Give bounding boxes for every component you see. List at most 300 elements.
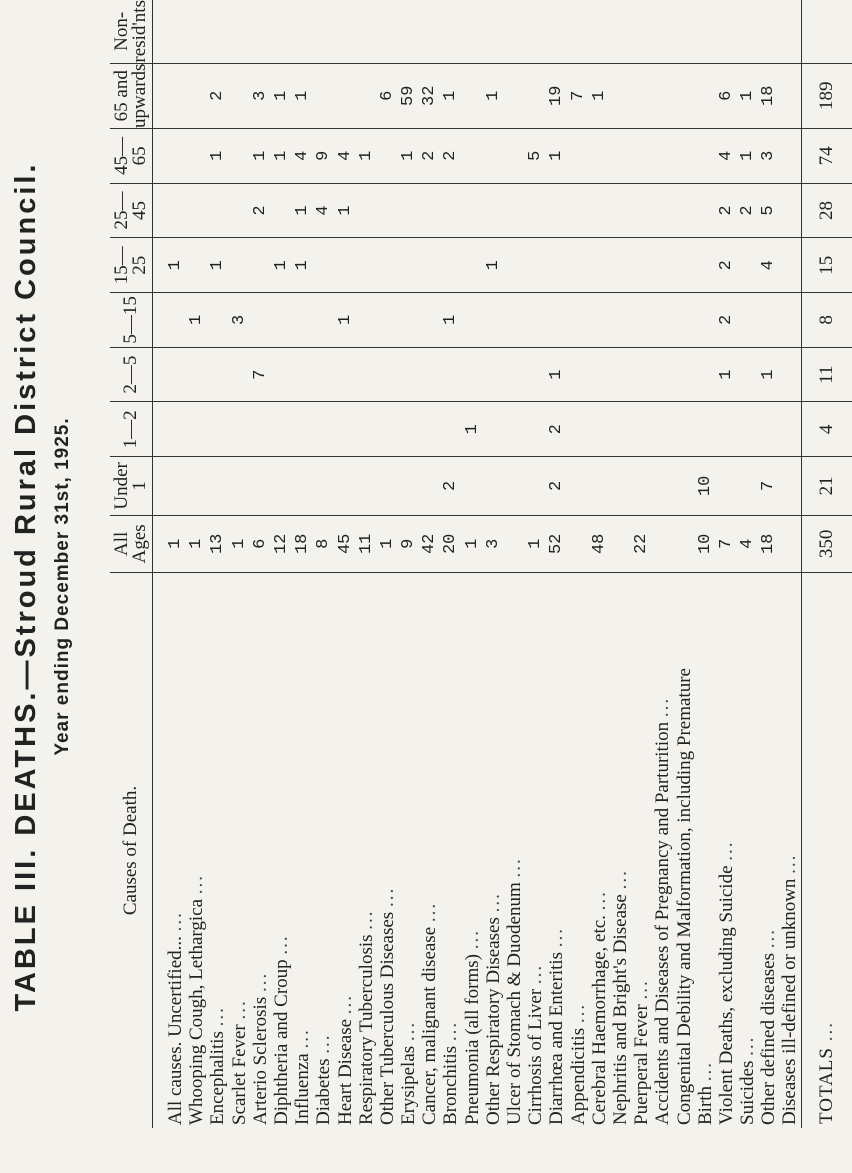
cell-value xyxy=(716,402,737,456)
cell-value: 2 xyxy=(716,314,736,326)
cell-value xyxy=(271,0,292,63)
leader-dots: ... xyxy=(525,963,547,985)
cell-value: 32 xyxy=(420,85,440,106)
cause-row xyxy=(674,573,695,1128)
totals-label: TOTALS xyxy=(815,1047,837,1124)
cell-value xyxy=(695,348,716,402)
cell-value xyxy=(504,184,525,238)
cell-value xyxy=(229,402,250,456)
cell-value xyxy=(207,293,228,347)
cell-value: 8 xyxy=(314,538,334,549)
cell-value xyxy=(737,0,758,63)
cell-value xyxy=(462,0,483,63)
cause-label: Violent Deaths, excluding Suicide xyxy=(715,865,737,1125)
cause-label: Accidents and Diseases of Pregnancy and Parturition xyxy=(652,721,674,1125)
leader-dots: ... xyxy=(588,890,610,911)
cell-value: 2 xyxy=(208,90,228,101)
cell-value xyxy=(589,348,610,402)
cell-value xyxy=(631,402,652,456)
cell-value: 52 xyxy=(547,533,567,555)
cell-value xyxy=(335,402,356,456)
cell-value xyxy=(504,293,525,347)
cell-value xyxy=(631,457,652,514)
deaths-table xyxy=(110,0,852,1128)
cell-value xyxy=(271,184,292,238)
causes-column xyxy=(153,573,802,1129)
leader-dots: ... xyxy=(334,993,356,1015)
cell-value xyxy=(610,238,631,292)
leader-dots: ... xyxy=(376,886,398,908)
cause-label: Cancer, malignant disease xyxy=(419,926,441,1125)
cell-value: 1 xyxy=(526,538,546,549)
cell-value xyxy=(165,184,186,238)
cell-value: 9 xyxy=(314,150,334,161)
cause-label: Pneumonia (all forms) xyxy=(461,954,483,1125)
cell-value xyxy=(610,0,631,63)
cell-value: 1 xyxy=(547,150,567,161)
cell-value xyxy=(589,457,610,514)
cell-value: 3 xyxy=(229,314,249,326)
cell-value xyxy=(462,293,483,347)
cell-value: 6 xyxy=(377,90,397,101)
cause-label: Puerperal Fever xyxy=(631,1004,653,1125)
cell-value xyxy=(419,0,440,63)
cell-value xyxy=(377,402,398,456)
cause-label: Other Respiratory Diseases xyxy=(482,917,504,1125)
cell-value: 19 xyxy=(547,85,567,106)
cell-value xyxy=(165,0,186,63)
cell-value xyxy=(462,457,483,514)
cell-value xyxy=(292,293,313,347)
cause-row xyxy=(779,573,800,1128)
cell-value: 1 xyxy=(483,90,503,101)
cell-value xyxy=(674,293,695,347)
cell-value xyxy=(695,0,716,63)
leader-dots: ... xyxy=(249,971,271,993)
cell-value xyxy=(568,0,589,63)
cell-value: 10 xyxy=(695,475,715,497)
cell-value xyxy=(271,348,292,402)
cause-row xyxy=(271,573,292,1128)
cell-value xyxy=(695,402,716,456)
cell-value xyxy=(695,238,716,292)
column-header-all-ages: All Ages xyxy=(110,515,153,572)
cell-value xyxy=(758,402,779,456)
cell-value xyxy=(504,348,525,402)
body-row xyxy=(153,0,802,1128)
column-age-25-45 xyxy=(153,183,802,238)
leader-dots: ... xyxy=(504,857,525,878)
cell-value xyxy=(779,402,800,456)
total-age-25-45: 28 xyxy=(801,183,852,238)
cause-label: Influenza xyxy=(292,1053,314,1125)
cell-value xyxy=(568,457,589,514)
cell-value xyxy=(207,184,228,238)
leader-dots: ... xyxy=(270,934,292,955)
cell-value xyxy=(652,457,673,514)
cell-value xyxy=(779,184,800,238)
cell-value xyxy=(737,348,758,402)
cell-value xyxy=(440,184,461,238)
cell-value xyxy=(229,0,250,63)
cause-label: Diarrhœa and Enteritis xyxy=(546,951,568,1125)
cell-value xyxy=(483,293,504,347)
cell-value: 7 xyxy=(250,369,270,380)
leader-dots: ... xyxy=(313,1033,335,1054)
cell-value: 59 xyxy=(399,85,419,106)
cause-row xyxy=(483,573,504,1128)
cell-value xyxy=(398,402,419,456)
cell-value xyxy=(186,238,207,292)
cell-value xyxy=(652,64,673,128)
cell-value: 4 xyxy=(738,538,758,549)
cause-row xyxy=(335,573,356,1128)
cell-value xyxy=(186,184,207,238)
cell-value xyxy=(398,0,419,63)
cell-value xyxy=(674,64,695,128)
cell-value xyxy=(313,64,334,128)
cell-value: 1 xyxy=(166,260,185,271)
cell-value xyxy=(377,0,398,63)
cause-label: Heart Disease xyxy=(334,1018,356,1125)
column-header-age-5-15: 5—15 xyxy=(110,293,153,348)
cell-value xyxy=(631,0,652,63)
cell-value: 13 xyxy=(208,533,228,555)
cell-value xyxy=(610,348,631,402)
column-age-5-15 xyxy=(153,293,802,348)
cell-value xyxy=(377,184,398,238)
cell-value: 12 xyxy=(271,533,291,555)
cell-value xyxy=(525,457,546,514)
cell-value xyxy=(398,184,419,238)
column-all-ages xyxy=(153,515,802,572)
cell-value xyxy=(271,457,292,514)
total-age-45-65: 74 xyxy=(801,128,852,183)
cell-value xyxy=(779,238,800,292)
cause-label: Birth xyxy=(694,1085,716,1125)
cell-value: 4 xyxy=(759,260,779,271)
cell-value: 4 xyxy=(335,150,355,161)
cause-label: Encephalitis xyxy=(207,1031,229,1125)
cell-value: 1 xyxy=(293,90,313,101)
cell-value xyxy=(674,184,695,238)
cause-row xyxy=(631,573,652,1128)
cell-value: 1 xyxy=(462,538,482,549)
cell-value xyxy=(440,238,461,292)
cell-value xyxy=(589,0,610,63)
cell-value: 5 xyxy=(759,205,779,216)
cell-value xyxy=(292,402,313,456)
cell-value xyxy=(292,348,313,402)
cell-value xyxy=(568,516,589,572)
total-all-ages: 350 xyxy=(801,515,852,572)
cell-value: 1 xyxy=(399,150,419,161)
cell-value: 1 xyxy=(187,314,207,326)
cause-label: Respiratory Tuberculosis xyxy=(355,934,377,1125)
cell-value xyxy=(440,0,461,63)
cell-value xyxy=(674,129,695,183)
cell-value xyxy=(377,293,398,347)
cell-value: 1 xyxy=(589,90,609,101)
cell-value xyxy=(737,293,758,347)
column-non-residents xyxy=(153,0,802,63)
cell-value xyxy=(398,293,419,347)
cell-value xyxy=(165,129,186,183)
cell-value xyxy=(229,457,250,514)
page-subtitle: Year ending December 31st, 1925. xyxy=(52,417,73,756)
cell-value: 1 xyxy=(716,369,736,380)
cause-row xyxy=(250,573,271,1128)
leader-dots: ... xyxy=(440,1020,462,1042)
cell-value: 18 xyxy=(759,533,779,555)
cause-row xyxy=(356,573,377,1128)
cell-value: 2 xyxy=(250,205,270,216)
cell-value xyxy=(504,457,525,514)
leader-dots: ... xyxy=(228,999,250,1020)
cell-value: 45 xyxy=(335,533,355,555)
cause-label: Cirrhosis of Liver xyxy=(525,988,547,1125)
cell-value xyxy=(674,238,695,292)
column-age-15-25 xyxy=(153,238,802,293)
cell-value xyxy=(398,238,419,292)
cell-value xyxy=(229,129,250,183)
cause-row xyxy=(165,573,186,1128)
cause-row xyxy=(229,573,250,1128)
totals-row xyxy=(801,0,852,1128)
cell-value xyxy=(779,64,800,128)
cell-value: 42 xyxy=(420,533,440,555)
cause-row xyxy=(610,573,631,1128)
cell-value xyxy=(525,293,546,347)
cell-value: 7 xyxy=(716,538,736,549)
total-age-15-25: 15 xyxy=(801,238,852,293)
cell-value xyxy=(313,457,334,514)
cell-value xyxy=(610,293,631,347)
cell-value xyxy=(504,64,525,128)
column-header-under-1: Under 1 xyxy=(110,457,153,515)
cell-value xyxy=(589,184,610,238)
total-age-1-2: 4 xyxy=(801,402,852,457)
leader-dots: ... xyxy=(419,901,441,923)
cell-value xyxy=(356,64,377,128)
cause-row xyxy=(546,573,567,1128)
leader-dots: ... xyxy=(461,929,483,950)
cell-value: 7 xyxy=(759,480,779,492)
cell-value: 2 xyxy=(547,480,567,492)
cell-value xyxy=(440,402,461,456)
cell-value xyxy=(589,129,610,183)
cause-label: Other defined diseases xyxy=(758,953,780,1125)
cell-value xyxy=(229,238,250,292)
cause-label: Appendicitis xyxy=(567,1027,589,1125)
cause-label: Bronchitis xyxy=(440,1045,462,1125)
cell-value xyxy=(652,402,673,456)
leader-dots: ... xyxy=(186,873,208,895)
cell-value: 7 xyxy=(568,90,588,101)
cell-value xyxy=(483,348,504,402)
cell-value xyxy=(419,457,440,514)
cell-value: 1 xyxy=(293,260,313,271)
cell-value: 3 xyxy=(483,538,503,549)
cause-label: Congenital Debility and Malformation, including Premature xyxy=(673,668,695,1125)
cell-value xyxy=(186,348,207,402)
cell-value xyxy=(652,348,673,402)
cell-value: 1 xyxy=(250,150,270,161)
leader-dots: ... xyxy=(694,1060,716,1082)
cause-row xyxy=(419,573,440,1128)
cause-row xyxy=(504,573,525,1128)
cell-value xyxy=(356,0,377,63)
cell-value: 2 xyxy=(716,205,736,216)
cell-value xyxy=(186,64,207,128)
cell-value xyxy=(483,402,504,456)
cell-value xyxy=(737,402,758,456)
cause-row xyxy=(440,573,461,1128)
cell-value xyxy=(377,129,398,183)
cell-value: 4 xyxy=(293,150,313,161)
cell-value xyxy=(779,516,800,572)
cell-value xyxy=(356,184,377,238)
cell-value: 1 xyxy=(293,205,313,216)
column-under-1 xyxy=(153,457,802,515)
cell-value xyxy=(652,293,673,347)
cell-value xyxy=(504,402,525,456)
cell-value xyxy=(165,293,186,347)
cause-row xyxy=(758,573,779,1128)
leader-dots: ... xyxy=(355,909,377,930)
cell-value: 22 xyxy=(632,533,652,555)
cell-value: 1 xyxy=(229,538,249,549)
leader-dots: ... xyxy=(652,696,674,718)
cell-value xyxy=(546,184,567,238)
cell-value xyxy=(504,129,525,183)
cell-value xyxy=(695,293,716,347)
cause-label: Erysipelas xyxy=(398,1045,420,1125)
leader-dots: ... xyxy=(631,979,653,1000)
cause-label: Scarlet Fever xyxy=(228,1024,250,1125)
leader-dots: ... xyxy=(165,911,186,932)
cell-value xyxy=(546,238,567,292)
cell-value xyxy=(779,348,800,402)
cell-value xyxy=(271,293,292,347)
cause-row xyxy=(313,573,334,1128)
cell-value: 6 xyxy=(716,90,736,101)
cell-value: 6 xyxy=(250,538,270,549)
cell-value xyxy=(419,184,440,238)
leader-dots: ... xyxy=(398,1020,420,1042)
cell-value: 1 xyxy=(208,150,228,161)
cell-value: 10 xyxy=(695,533,715,555)
cell-value xyxy=(335,348,356,402)
cell-value xyxy=(695,129,716,183)
cause-row xyxy=(568,573,589,1128)
cell-value xyxy=(779,293,800,347)
cell-value: 3 xyxy=(759,150,779,161)
cell-value xyxy=(631,293,652,347)
cell-value xyxy=(610,516,631,572)
column-age-45-65 xyxy=(153,128,802,183)
cell-value xyxy=(652,129,673,183)
cell-value: 11 xyxy=(356,533,376,555)
cell-value: 1 xyxy=(271,90,291,101)
cell-value xyxy=(483,0,504,63)
cell-value xyxy=(462,64,483,128)
column-header-age-25-45: 25—45 xyxy=(110,183,153,238)
cell-value: 1 xyxy=(356,150,376,161)
cell-value xyxy=(525,0,546,63)
column-age-1-2 xyxy=(153,402,802,457)
column-header-age-65-up: 65 and upwards xyxy=(110,63,153,128)
cell-value xyxy=(419,293,440,347)
cell-value xyxy=(674,348,695,402)
column-header-non-residents: Non-resid'nts xyxy=(110,0,153,63)
cell-value xyxy=(356,457,377,514)
cause-label: Ulcer of Stomach & Duodenum xyxy=(504,882,525,1125)
cell-value xyxy=(631,184,652,238)
cell-value: 1 xyxy=(759,369,779,380)
cell-value xyxy=(165,457,186,514)
cell-value: 1 xyxy=(166,538,185,549)
cell-value xyxy=(186,0,207,63)
cell-value xyxy=(229,348,250,402)
cause-label: Other Tuberculous Diseases xyxy=(376,911,398,1125)
cell-value xyxy=(483,457,504,514)
cell-value xyxy=(250,402,271,456)
cell-value xyxy=(568,238,589,292)
column-header-cause: Causes of Death. xyxy=(110,573,153,1129)
cell-value xyxy=(356,293,377,347)
cell-value xyxy=(631,129,652,183)
cell-value: 1 xyxy=(462,424,482,435)
cell-value xyxy=(377,457,398,514)
cell-value xyxy=(779,129,800,183)
cause-label: Diseases ill-defined or unknown xyxy=(779,878,801,1125)
cell-value xyxy=(589,293,610,347)
cause-label: Suicides xyxy=(737,1060,759,1125)
cause-label: All causes. Uncertified... xyxy=(165,936,186,1125)
cell-value xyxy=(695,64,716,128)
cell-value xyxy=(250,293,271,347)
cause-row xyxy=(589,573,610,1128)
cause-row xyxy=(737,573,758,1128)
cell-value xyxy=(483,129,504,183)
cause-row xyxy=(186,573,207,1128)
cause-row xyxy=(377,573,398,1128)
cell-value xyxy=(525,348,546,402)
column-header-age-1-2: 1—2 xyxy=(110,402,153,457)
cause-label: Diphtheria and Croup xyxy=(270,959,292,1125)
cell-value xyxy=(631,64,652,128)
cell-value xyxy=(652,238,673,292)
cell-value xyxy=(758,293,779,347)
cell-value xyxy=(674,402,695,456)
cell-value xyxy=(610,64,631,128)
cell-value xyxy=(292,457,313,514)
cell-value xyxy=(652,184,673,238)
cell-value xyxy=(525,64,546,128)
cell-value xyxy=(779,0,800,63)
leader-dots: ... xyxy=(207,1006,229,1027)
cell-value xyxy=(207,457,228,514)
cause-row xyxy=(695,573,716,1128)
cell-value xyxy=(165,348,186,402)
cell-value xyxy=(504,0,525,63)
cell-value: 1 xyxy=(335,314,355,326)
leader-dots: ... xyxy=(737,1035,759,1056)
cause-row xyxy=(292,573,313,1128)
cell-value xyxy=(419,238,440,292)
cell-value: 3 xyxy=(250,90,270,101)
